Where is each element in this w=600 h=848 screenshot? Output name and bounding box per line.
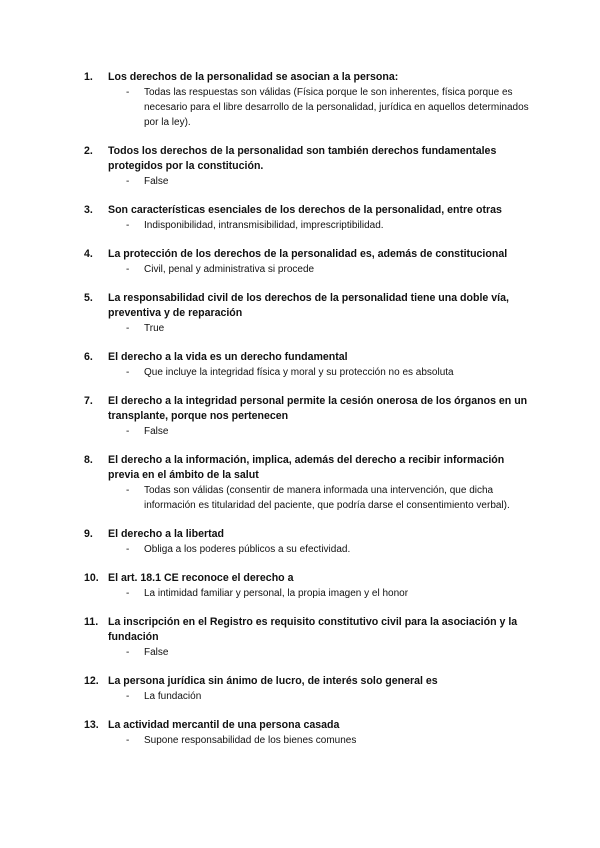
answer-text: Todas las respuestas son válidas (Física porque le son inherentes, física porque es necesario para el libre desarrollo de la personalidad, jurídica en aquellos determinados por la ley). xyxy=(144,87,529,128)
bullet-dash: - xyxy=(126,176,130,187)
bullet-dash: - xyxy=(126,87,130,98)
question-number: 5. xyxy=(84,292,93,304)
answer xyxy=(108,483,530,513)
question-number: 3. xyxy=(84,204,93,216)
answer xyxy=(108,586,530,601)
answer-text: Civil, penal y administrativa si procede xyxy=(144,264,315,275)
question-number: 9. xyxy=(84,528,93,540)
question-number: 8. xyxy=(84,454,93,466)
answer-text: True xyxy=(144,323,165,334)
question-text: Son características esenciales de los derechos de la personalidad, entre otras xyxy=(108,204,502,216)
bullet-dash: - xyxy=(126,264,130,275)
answer-text: Todas son válidas (consentir de manera informada una intervención, que dicha información es titularidad del paciente, que podría darse el consentimiento verbal). xyxy=(144,485,510,511)
question-number: 4. xyxy=(84,248,93,260)
answer xyxy=(108,733,530,748)
list-item xyxy=(84,718,530,748)
answer-text: False xyxy=(144,176,169,187)
question-text: Los derechos de la personalidad se asocian a la persona: xyxy=(108,71,399,83)
answer-text: False xyxy=(144,647,169,658)
answer-text: Indisponibilidad, intransmisibilidad, imprescriptibilidad. xyxy=(144,220,384,231)
bullet-dash: - xyxy=(126,588,130,599)
question-text: Todos los derechos de la personalidad son también derechos fundamentales protegidos por la constitución. xyxy=(108,145,497,172)
question-text: La protección de los derechos de la personalidad es, además de constitucional xyxy=(108,248,508,260)
question-number: 6. xyxy=(84,351,93,363)
bullet-dash: - xyxy=(126,220,130,231)
answer-text: La intimidad familiar y personal, la propia imagen y el honor xyxy=(144,588,409,599)
question-text: El derecho a la información, implica, además del derecho a recibir información previa en el ámbito de la salut xyxy=(108,454,505,481)
list-item xyxy=(84,674,530,704)
question-text: El derecho a la libertad xyxy=(108,528,224,540)
bullet-dash: - xyxy=(126,367,130,378)
question-number: 11. xyxy=(84,616,99,628)
list-item xyxy=(84,394,530,439)
question-text: La persona jurídica sin ánimo de lucro, de interés solo general es xyxy=(108,675,438,687)
answer-text: La fundación xyxy=(144,691,202,702)
answer-text: Obliga a los poderes públicos a su efectividad. xyxy=(144,544,351,555)
answer-text: Supone responsabilidad de los bienes comunes xyxy=(144,735,357,746)
question-text: La actividad mercantil de una persona casada xyxy=(108,719,340,731)
list-item xyxy=(84,247,530,277)
question-number: 2. xyxy=(84,145,93,157)
answer-text: False xyxy=(144,426,169,437)
bullet-dash: - xyxy=(126,544,130,555)
question-number: 7. xyxy=(84,395,93,407)
bullet-dash: - xyxy=(126,323,130,334)
list-item xyxy=(84,144,530,189)
answer xyxy=(108,85,530,130)
question-number: 13. xyxy=(84,719,99,731)
answer xyxy=(108,174,530,189)
question-number: 1. xyxy=(84,71,93,83)
list-item xyxy=(84,527,530,557)
bullet-dash: - xyxy=(126,426,130,437)
answer xyxy=(108,321,530,336)
answer xyxy=(108,689,530,704)
answer xyxy=(108,645,530,660)
bullet-dash: - xyxy=(126,691,130,702)
list-item xyxy=(84,571,530,601)
bullet-dash: - xyxy=(126,485,130,496)
question-text: La responsabilidad civil de los derechos de la personalidad tiene una doble vía, preventiva y de reparación xyxy=(108,292,509,319)
answer xyxy=(108,262,530,277)
bullet-dash: - xyxy=(126,735,130,746)
question-number: 10. xyxy=(84,572,99,584)
list-item xyxy=(84,291,530,336)
answer xyxy=(108,542,530,557)
answer xyxy=(108,218,530,233)
list-item xyxy=(84,615,530,660)
question-text: El derecho a la integridad personal permite la cesión onerosa de los órganos en un transplante, porque nos pertenecen xyxy=(108,395,528,422)
list-item xyxy=(84,453,530,513)
answer xyxy=(108,424,530,439)
question-list xyxy=(84,70,530,748)
list-item xyxy=(84,350,530,380)
question-text: El art. 18.1 CE reconoce el derecho a xyxy=(108,572,294,584)
answer-text: Que incluye la integridad física y moral y su protección no es absoluta xyxy=(144,367,454,378)
question-text: La inscripción en el Registro es requisito constitutivo civil para la asociación y la fundación xyxy=(108,616,518,643)
list-item xyxy=(84,70,530,130)
list-item xyxy=(84,203,530,233)
question-text: El derecho a la vida es un derecho fundamental xyxy=(108,351,348,363)
answer xyxy=(108,365,530,380)
bullet-dash: - xyxy=(126,647,130,658)
question-number: 12. xyxy=(84,675,99,687)
